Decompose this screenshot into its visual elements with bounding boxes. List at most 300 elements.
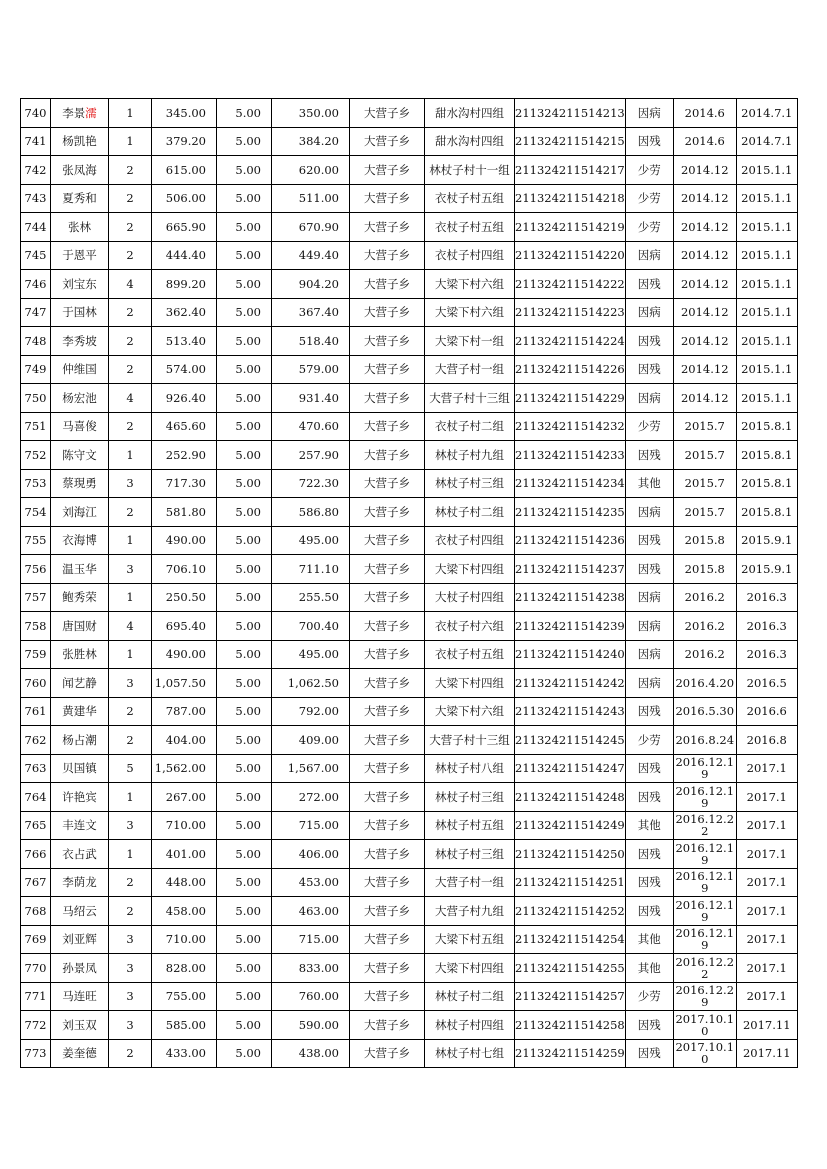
household-size: 2 <box>109 184 152 213</box>
start-date: 2017.10.10 <box>673 1011 736 1040</box>
id-number: 211324211514226 <box>515 355 626 384</box>
person-name <box>51 925 109 954</box>
end-date: 2015.1.1 <box>736 156 797 185</box>
base-amount: 448.00 <box>152 868 217 897</box>
base-amount: 755.00 <box>152 982 217 1011</box>
start-date: 2016.2 <box>673 583 736 612</box>
person-name <box>51 612 109 641</box>
village-group: 大梁下村六组 <box>425 298 515 327</box>
base-amount: 490.00 <box>152 526 217 555</box>
row-number: 765 <box>21 811 51 840</box>
person-name <box>51 327 109 356</box>
added-amount: 5.00 <box>217 526 272 555</box>
person-name-text: 闻艺静 <box>62 675 97 690</box>
household-size: 3 <box>109 555 152 584</box>
person-name <box>51 156 109 185</box>
table-row <box>21 526 798 555</box>
row-number: 757 <box>21 583 51 612</box>
base-amount: 706.10 <box>152 555 217 584</box>
start-date: 2016.5.30 <box>673 697 736 726</box>
end-date: 2015.1.1 <box>736 384 797 413</box>
id-number: 211324211514243 <box>515 697 626 726</box>
person-name-text: 李秀坡 <box>62 333 97 348</box>
start-date: 2014.12 <box>673 184 736 213</box>
person-name <box>51 840 109 869</box>
added-amount: 5.00 <box>217 925 272 954</box>
added-amount: 5.00 <box>217 327 272 356</box>
township: 大营子乡 <box>350 241 425 270</box>
table-row <box>21 156 798 185</box>
row-number: 759 <box>21 640 51 669</box>
id-number: 211324211514219 <box>515 213 626 242</box>
start-date: 2016.12.19 <box>673 840 736 869</box>
person-name-text: 马喜俊 <box>62 419 97 434</box>
household-size: 2 <box>109 868 152 897</box>
id-number: 211324211514217 <box>515 156 626 185</box>
household-size: 1 <box>109 840 152 869</box>
added-amount: 5.00 <box>217 498 272 527</box>
base-amount: 585.00 <box>152 1011 217 1040</box>
row-number: 754 <box>21 498 51 527</box>
added-amount: 5.00 <box>217 640 272 669</box>
total-amount: 722.30 <box>272 469 350 498</box>
reason: 因残 <box>625 327 673 356</box>
added-amount: 5.00 <box>217 469 272 498</box>
table-row <box>21 99 798 128</box>
added-amount: 5.00 <box>217 811 272 840</box>
table-row <box>21 868 798 897</box>
base-amount: 362.40 <box>152 298 217 327</box>
household-size: 2 <box>109 241 152 270</box>
added-amount: 5.00 <box>217 412 272 441</box>
end-date: 2016.6 <box>736 697 797 726</box>
person-name-text: 马连旺 <box>62 989 97 1004</box>
township: 大营子乡 <box>350 327 425 356</box>
reason: 因残 <box>625 1039 673 1068</box>
start-date: 2014.12 <box>673 384 736 413</box>
household-size: 1 <box>109 640 152 669</box>
row-number: 746 <box>21 270 51 299</box>
reason: 因残 <box>625 355 673 384</box>
person-name <box>51 1011 109 1040</box>
township: 大营子乡 <box>350 612 425 641</box>
village-group: 衣杖子村五组 <box>425 213 515 242</box>
township: 大营子乡 <box>350 298 425 327</box>
id-number: 211324211514229 <box>515 384 626 413</box>
household-size: 2 <box>109 697 152 726</box>
base-amount: 250.50 <box>152 583 217 612</box>
village-group: 甜水沟村四组 <box>425 127 515 156</box>
table-row <box>21 583 798 612</box>
table-row <box>21 241 798 270</box>
base-amount: 513.40 <box>152 327 217 356</box>
base-amount: 665.90 <box>152 213 217 242</box>
row-number: 761 <box>21 697 51 726</box>
total-amount: 620.00 <box>272 156 350 185</box>
row-number: 763 <box>21 754 51 783</box>
end-date: 2015.1.1 <box>736 184 797 213</box>
end-date: 2015.1.1 <box>736 270 797 299</box>
household-size: 4 <box>109 270 152 299</box>
township: 大营子乡 <box>350 640 425 669</box>
person-name-text: 于国林 <box>62 305 97 320</box>
village-group: 林杖子村二组 <box>425 498 515 527</box>
person-name-text: 张凤海 <box>62 162 97 177</box>
table-row <box>21 1011 798 1040</box>
added-amount: 5.00 <box>217 726 272 755</box>
base-amount: 379.20 <box>152 127 217 156</box>
total-amount: 438.00 <box>272 1039 350 1068</box>
reason: 因病 <box>625 583 673 612</box>
reason: 因残 <box>625 840 673 869</box>
table-row <box>21 640 798 669</box>
added-amount: 5.00 <box>217 298 272 327</box>
person-name-text: 张胜林 <box>62 647 97 662</box>
start-date: 2014.12 <box>673 327 736 356</box>
added-amount: 5.00 <box>217 954 272 983</box>
start-date: 2014.12 <box>673 156 736 185</box>
added-amount: 5.00 <box>217 1039 272 1068</box>
household-size: 2 <box>109 726 152 755</box>
total-amount: 463.00 <box>272 897 350 926</box>
base-amount: 252.90 <box>152 441 217 470</box>
household-size: 2 <box>109 412 152 441</box>
reason: 少劳 <box>625 982 673 1011</box>
household-size: 3 <box>109 811 152 840</box>
total-amount: 760.00 <box>272 982 350 1011</box>
id-number: 211324211514236 <box>515 526 626 555</box>
table-row <box>21 982 798 1011</box>
total-amount: 255.50 <box>272 583 350 612</box>
village-group: 大梁下村四组 <box>425 669 515 698</box>
start-date: 2015.7 <box>673 469 736 498</box>
person-name <box>51 99 109 128</box>
table-row <box>21 270 798 299</box>
base-amount: 1,057.50 <box>152 669 217 698</box>
end-date: 2017.1 <box>736 868 797 897</box>
township: 大营子乡 <box>350 583 425 612</box>
end-date: 2017.11 <box>736 1039 797 1068</box>
base-amount: 717.30 <box>152 469 217 498</box>
table-row <box>21 754 798 783</box>
end-date: 2017.1 <box>736 840 797 869</box>
person-name <box>51 498 109 527</box>
table-row <box>21 412 798 441</box>
township: 大营子乡 <box>350 697 425 726</box>
id-number: 211324211514247 <box>515 754 626 783</box>
start-date: 2016.12.29 <box>673 982 736 1011</box>
added-amount: 5.00 <box>217 669 272 698</box>
table-row <box>21 697 798 726</box>
village-group: 大杖子村四组 <box>425 583 515 612</box>
id-number: 211324211514237 <box>515 555 626 584</box>
township: 大营子乡 <box>350 954 425 983</box>
end-date: 2015.8.1 <box>736 469 797 498</box>
start-date: 2016.12.19 <box>673 897 736 926</box>
township: 大营子乡 <box>350 555 425 584</box>
person-name-text: 刘海江 <box>62 504 97 519</box>
base-amount: 506.00 <box>152 184 217 213</box>
id-number: 211324211514258 <box>515 1011 626 1040</box>
reason: 少劳 <box>625 184 673 213</box>
total-amount: 711.10 <box>272 555 350 584</box>
person-name-text: 仲维国 <box>62 362 97 377</box>
reason: 因残 <box>625 783 673 812</box>
total-amount: 590.00 <box>272 1011 350 1040</box>
row-number: 771 <box>21 982 51 1011</box>
village-group: 林杖子村三组 <box>425 840 515 869</box>
reason: 因残 <box>625 697 673 726</box>
end-date: 2017.1 <box>736 783 797 812</box>
person-name-text: 杨宏池 <box>62 390 97 405</box>
start-date: 2014.12 <box>673 298 736 327</box>
total-amount: 406.00 <box>272 840 350 869</box>
person-name <box>51 640 109 669</box>
township: 大营子乡 <box>350 127 425 156</box>
base-amount: 444.40 <box>152 241 217 270</box>
person-name <box>51 868 109 897</box>
person-name <box>51 754 109 783</box>
base-amount: 710.00 <box>152 811 217 840</box>
start-date: 2014.12 <box>673 213 736 242</box>
reason: 因残 <box>625 441 673 470</box>
person-name-text: 陈守文 <box>62 447 97 462</box>
end-date: 2017.1 <box>736 925 797 954</box>
person-name <box>51 384 109 413</box>
table-row <box>21 811 798 840</box>
reason: 因病 <box>625 241 673 270</box>
total-amount: 409.00 <box>272 726 350 755</box>
person-name <box>51 783 109 812</box>
person-name-text: 李景 <box>62 105 86 120</box>
township: 大营子乡 <box>350 754 425 783</box>
total-amount: 384.20 <box>272 127 350 156</box>
start-date: 2016.12.22 <box>673 811 736 840</box>
row-number: 751 <box>21 412 51 441</box>
base-amount: 433.00 <box>152 1039 217 1068</box>
start-date: 2016.4.20 <box>673 669 736 698</box>
row-number: 762 <box>21 726 51 755</box>
added-amount: 5.00 <box>217 184 272 213</box>
base-amount: 267.00 <box>152 783 217 812</box>
person-name-text: 黄建华 <box>62 704 97 719</box>
person-name-text: 衣海博 <box>62 533 97 548</box>
person-name-text: 李荫龙 <box>62 875 97 890</box>
person-name <box>51 184 109 213</box>
household-size: 2 <box>109 298 152 327</box>
added-amount: 5.00 <box>217 982 272 1011</box>
total-amount: 257.90 <box>272 441 350 470</box>
added-amount: 5.00 <box>217 897 272 926</box>
person-name-text: 温玉华 <box>62 561 97 576</box>
table-row <box>21 726 798 755</box>
village-group: 林杖子村五组 <box>425 811 515 840</box>
person-name-text: 唐国财 <box>62 618 97 633</box>
person-name <box>51 954 109 983</box>
household-size: 2 <box>109 213 152 242</box>
household-size: 1 <box>109 99 152 128</box>
township: 大营子乡 <box>350 270 425 299</box>
total-amount: 453.00 <box>272 868 350 897</box>
id-number: 211324211514248 <box>515 783 626 812</box>
village-group: 大营子村一组 <box>425 868 515 897</box>
total-amount: 1,062.50 <box>272 669 350 698</box>
id-number: 211324211514251 <box>515 868 626 897</box>
table-row <box>21 355 798 384</box>
village-group: 衣杖子村六组 <box>425 612 515 641</box>
base-amount: 926.40 <box>152 384 217 413</box>
base-amount: 828.00 <box>152 954 217 983</box>
total-amount: 904.20 <box>272 270 350 299</box>
table-row <box>21 555 798 584</box>
reason: 因残 <box>625 526 673 555</box>
person-name <box>51 526 109 555</box>
reason: 少劳 <box>625 213 673 242</box>
village-group: 林杖子村四组 <box>425 1011 515 1040</box>
highlighted-character: 濡 <box>85 105 97 120</box>
person-name-text: 夏秀和 <box>62 191 97 206</box>
base-amount: 465.60 <box>152 412 217 441</box>
row-number: 753 <box>21 469 51 498</box>
end-date: 2014.7.1 <box>736 127 797 156</box>
village-group: 衣杖子村五组 <box>425 184 515 213</box>
end-date: 2017.11 <box>736 1011 797 1040</box>
household-size: 1 <box>109 526 152 555</box>
start-date: 2014.6 <box>673 99 736 128</box>
total-amount: 833.00 <box>272 954 350 983</box>
table-row <box>21 127 798 156</box>
id-number: 211324211514233 <box>515 441 626 470</box>
reason: 因残 <box>625 555 673 584</box>
added-amount: 5.00 <box>217 99 272 128</box>
end-date: 2015.1.1 <box>736 241 797 270</box>
row-number: 748 <box>21 327 51 356</box>
household-size: 3 <box>109 1011 152 1040</box>
village-group: 大梁下村四组 <box>425 555 515 584</box>
person-name-text: 鲍秀荣 <box>62 590 97 605</box>
start-date: 2014.6 <box>673 127 736 156</box>
person-name-text: 于恩平 <box>62 248 97 263</box>
id-number: 211324211514255 <box>515 954 626 983</box>
reason: 少劳 <box>625 412 673 441</box>
row-number: 770 <box>21 954 51 983</box>
row-number: 752 <box>21 441 51 470</box>
household-size: 2 <box>109 156 152 185</box>
reason: 其他 <box>625 925 673 954</box>
added-amount: 5.00 <box>217 241 272 270</box>
reason: 因病 <box>625 498 673 527</box>
table-row <box>21 783 798 812</box>
total-amount: 931.40 <box>272 384 350 413</box>
start-date: 2016.12.19 <box>673 783 736 812</box>
start-date: 2015.7 <box>673 498 736 527</box>
id-number: 211324211514235 <box>515 498 626 527</box>
start-date: 2016.12.19 <box>673 925 736 954</box>
reason: 因病 <box>625 669 673 698</box>
end-date: 2016.5 <box>736 669 797 698</box>
township: 大营子乡 <box>350 441 425 470</box>
row-number: 747 <box>21 298 51 327</box>
township: 大营子乡 <box>350 811 425 840</box>
added-amount: 5.00 <box>217 754 272 783</box>
id-number: 211324211514218 <box>515 184 626 213</box>
person-name <box>51 241 109 270</box>
person-name-text: 杨占潮 <box>62 732 97 747</box>
row-number: 769 <box>21 925 51 954</box>
person-name <box>51 669 109 698</box>
household-size: 3 <box>109 982 152 1011</box>
total-amount: 586.80 <box>272 498 350 527</box>
household-size: 2 <box>109 355 152 384</box>
household-size: 2 <box>109 327 152 356</box>
person-name <box>51 127 109 156</box>
reason: 因病 <box>625 384 673 413</box>
person-name-text: 衣占武 <box>62 846 97 861</box>
person-name <box>51 270 109 299</box>
household-size: 3 <box>109 669 152 698</box>
start-date: 2015.8 <box>673 555 736 584</box>
table-row <box>21 498 798 527</box>
township: 大营子乡 <box>350 1039 425 1068</box>
household-size: 4 <box>109 384 152 413</box>
added-amount: 5.00 <box>217 270 272 299</box>
id-number: 211324211514220 <box>515 241 626 270</box>
id-number: 211324211514249 <box>515 811 626 840</box>
added-amount: 5.00 <box>217 213 272 242</box>
person-name-text: 张林 <box>68 219 91 234</box>
end-date: 2017.1 <box>736 982 797 1011</box>
id-number: 211324211514239 <box>515 612 626 641</box>
base-amount: 490.00 <box>152 640 217 669</box>
township: 大营子乡 <box>350 184 425 213</box>
person-name-text: 姜奎德 <box>62 1046 97 1061</box>
reason: 因病 <box>625 298 673 327</box>
township: 大营子乡 <box>350 982 425 1011</box>
base-amount: 710.00 <box>152 925 217 954</box>
reason: 其他 <box>625 811 673 840</box>
reason: 因残 <box>625 270 673 299</box>
person-name-text: 许艳宾 <box>62 789 97 804</box>
village-group: 林杖子村八组 <box>425 754 515 783</box>
household-size: 1 <box>109 441 152 470</box>
township: 大营子乡 <box>350 99 425 128</box>
end-date: 2016.3 <box>736 583 797 612</box>
household-size: 1 <box>109 783 152 812</box>
base-amount: 695.40 <box>152 612 217 641</box>
end-date: 2017.1 <box>736 754 797 783</box>
end-date: 2015.9.1 <box>736 555 797 584</box>
village-group: 衣杖子村四组 <box>425 526 515 555</box>
table-row <box>21 384 798 413</box>
village-group: 大梁下村五组 <box>425 925 515 954</box>
person-name-text: 孙景凤 <box>62 960 97 975</box>
end-date: 2017.1 <box>736 897 797 926</box>
village-group: 大梁下村六组 <box>425 270 515 299</box>
township: 大营子乡 <box>350 783 425 812</box>
row-number: 767 <box>21 868 51 897</box>
added-amount: 5.00 <box>217 1011 272 1040</box>
row-number: 740 <box>21 99 51 128</box>
row-number: 755 <box>21 526 51 555</box>
row-number: 743 <box>21 184 51 213</box>
reason: 因残 <box>625 1011 673 1040</box>
township: 大营子乡 <box>350 355 425 384</box>
id-number: 211324211514240 <box>515 640 626 669</box>
total-amount: 470.60 <box>272 412 350 441</box>
start-date: 2016.12.19 <box>673 754 736 783</box>
village-group: 衣杖子村二组 <box>425 412 515 441</box>
row-number: 773 <box>21 1039 51 1068</box>
